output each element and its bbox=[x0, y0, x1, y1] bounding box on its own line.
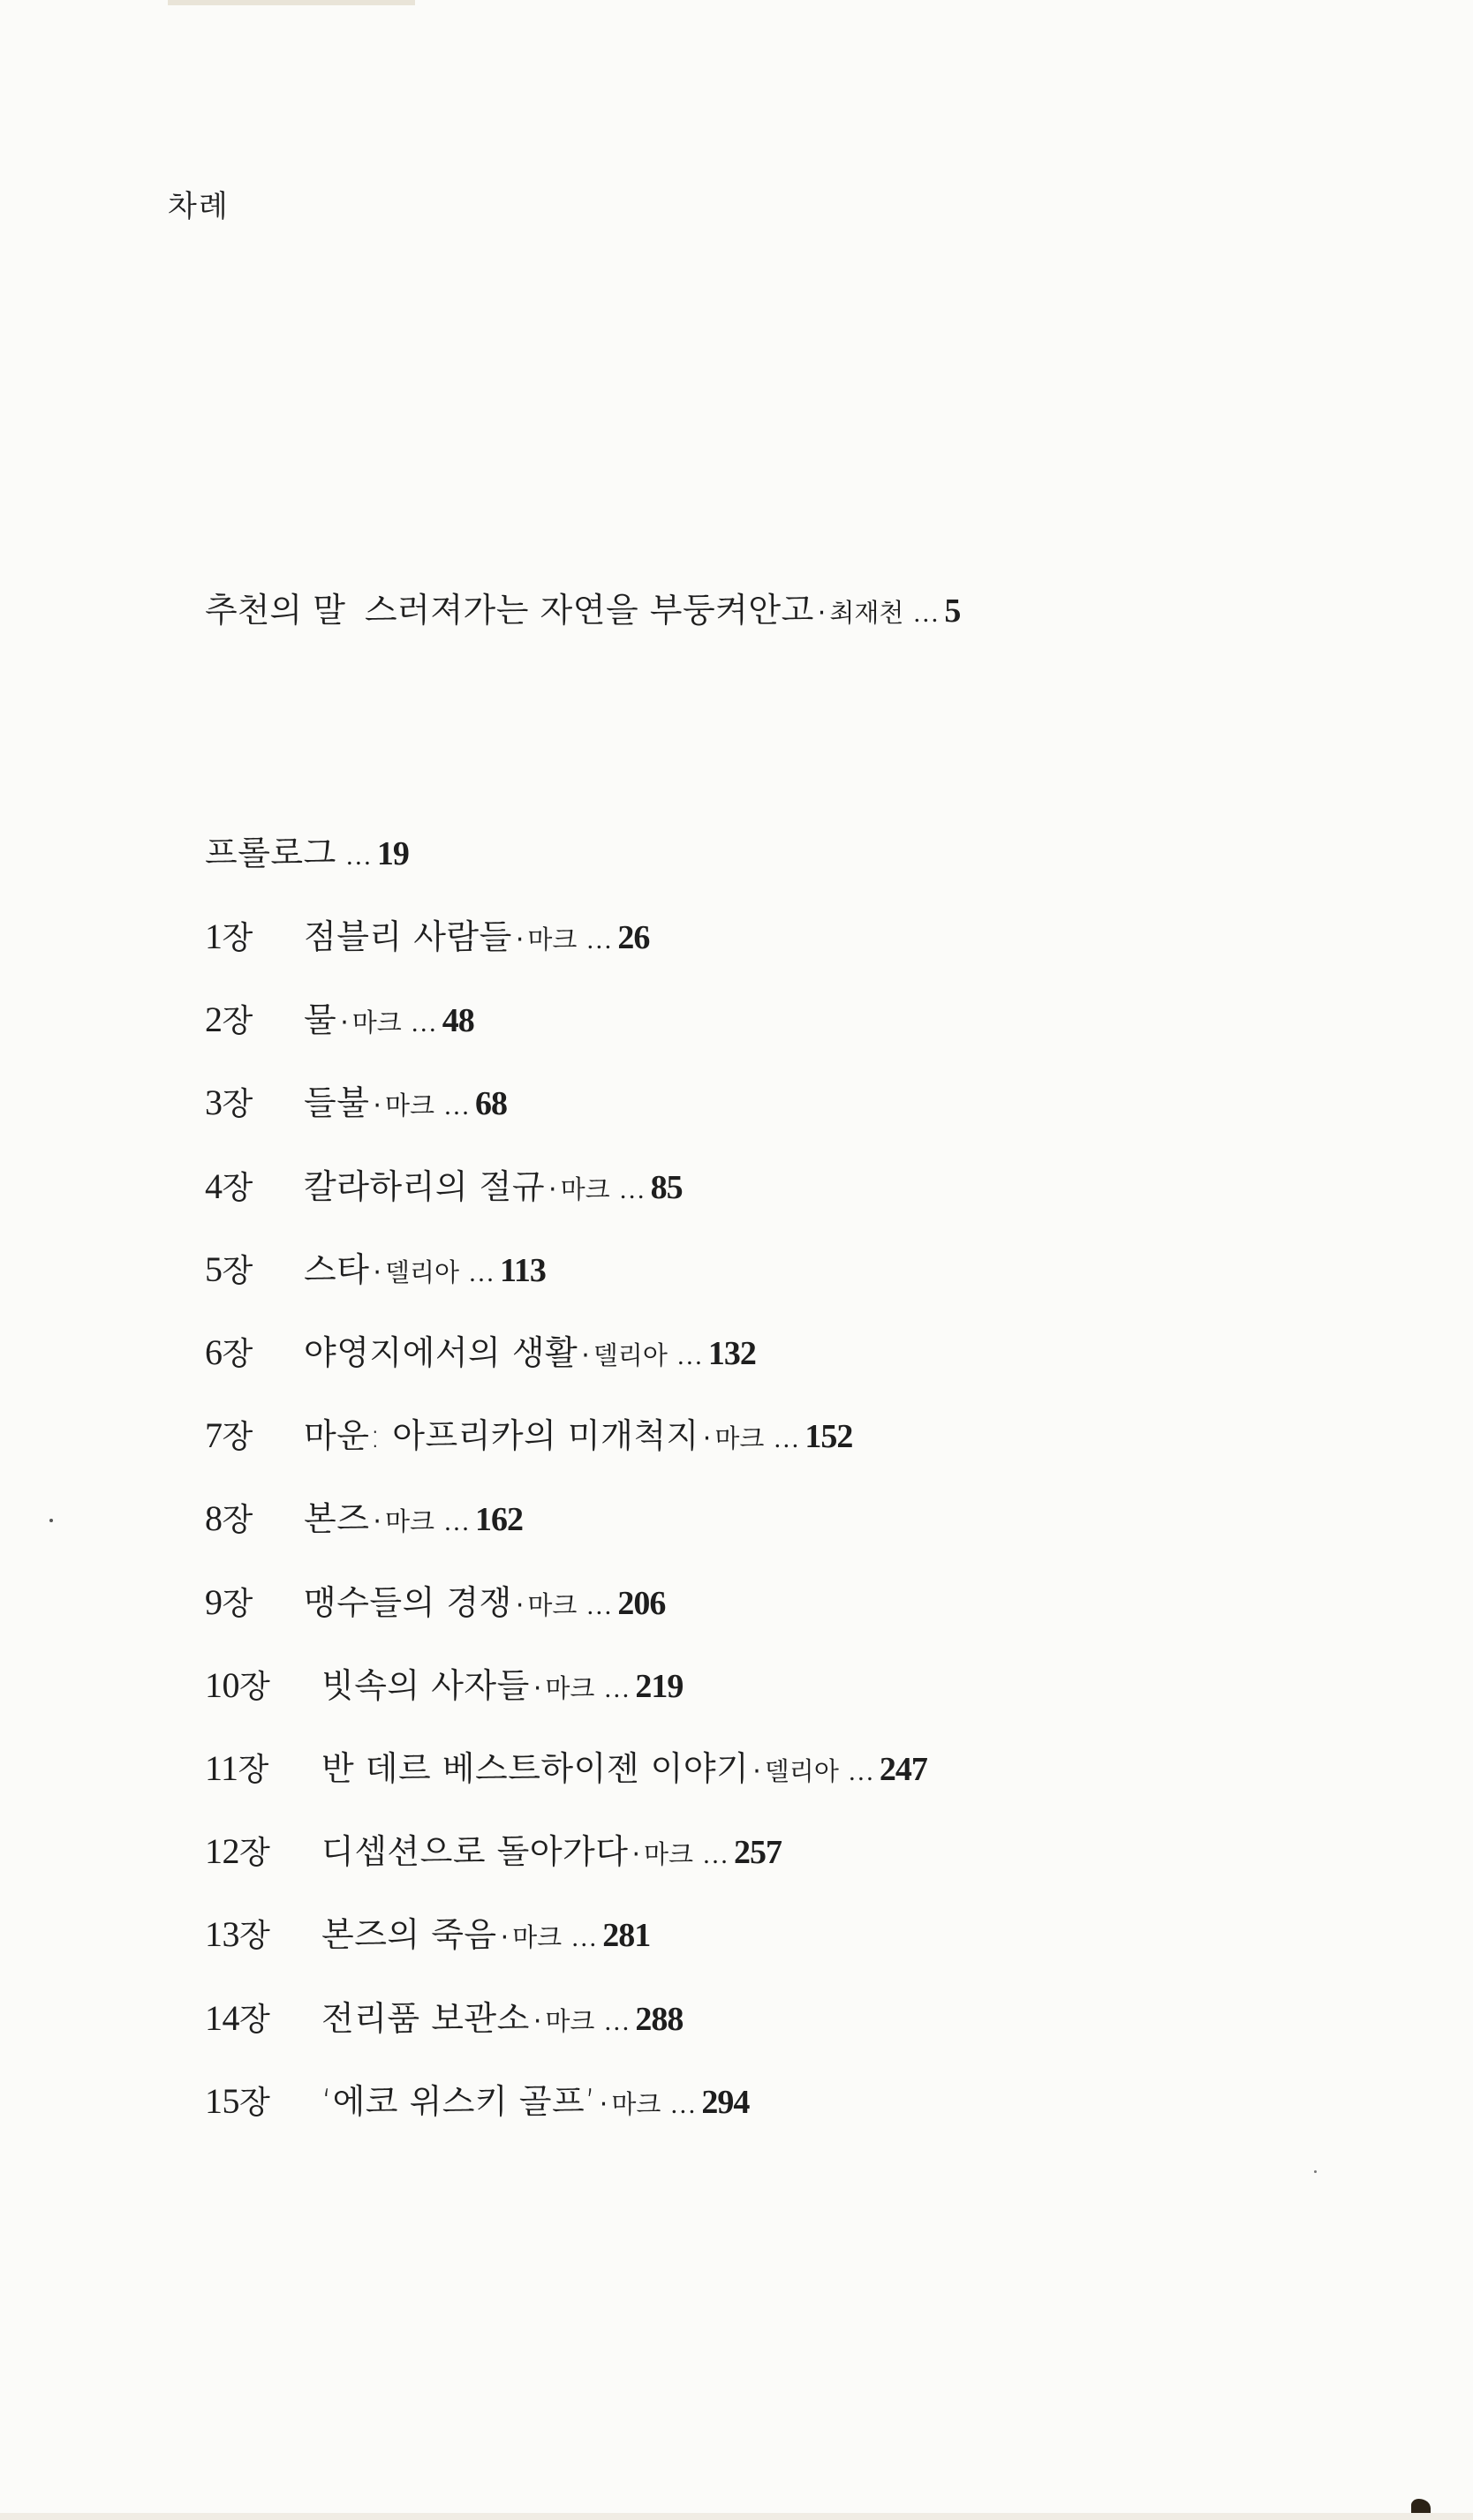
chapter-text bbox=[304, 909, 649, 958]
toc-entry-chapter[interactable] bbox=[205, 1575, 665, 1624]
entry-page-number: 247 bbox=[879, 1751, 927, 1788]
toc-entry-prologue[interactable] bbox=[205, 826, 409, 874]
chapter-number bbox=[205, 1495, 304, 1540]
chapter-number-digits: 12 bbox=[205, 1831, 239, 1872]
toc-entry-chapter[interactable] bbox=[205, 1075, 507, 1124]
chapter-number bbox=[205, 1163, 304, 1208]
chapter-title: 들불 bbox=[304, 1083, 370, 1123]
entry-dots: … bbox=[468, 1257, 494, 1287]
chapter-title: 마운: 아프리카의 미개척지 bbox=[304, 1416, 699, 1456]
chapter-number-unit: 장 bbox=[222, 1086, 253, 1123]
chapter-author: 마크 bbox=[351, 1007, 402, 1038]
chapter-text bbox=[304, 1491, 523, 1540]
chapter-author: 마크 bbox=[611, 2088, 661, 2119]
entry-separator: · bbox=[373, 1506, 381, 1538]
chapter-number-unit: 장 bbox=[222, 1585, 253, 1622]
chapter-number-unit: 장 bbox=[222, 1419, 253, 1456]
entry-separator: · bbox=[340, 1007, 349, 1039]
chapter-number-unit: 장 bbox=[239, 1835, 270, 1872]
toc-entry-chapter[interactable] bbox=[205, 1991, 683, 2040]
entry-separator: · bbox=[515, 924, 525, 955]
chapter-author: 마크 bbox=[714, 1423, 765, 1454]
chapter-number-digits: 11 bbox=[205, 1748, 238, 1788]
chapter-author: 마크 bbox=[644, 1839, 694, 1870]
entry-page-number: 206 bbox=[617, 1584, 666, 1622]
entry-page-number: 219 bbox=[635, 1667, 684, 1705]
entry-page-number: 281 bbox=[602, 1917, 651, 1955]
chapter-number-unit: 장 bbox=[222, 1252, 253, 1289]
chapter-text bbox=[304, 1159, 683, 1208]
toc-entry-chapter[interactable] bbox=[205, 992, 474, 1041]
entry-page-number: 19 bbox=[376, 835, 409, 872]
chapter-number-digits: 13 bbox=[205, 1914, 239, 1955]
entry-label: 추천의 말 bbox=[205, 591, 345, 630]
entry-dots: … bbox=[603, 2006, 629, 2036]
entry-page-number: 113 bbox=[500, 1251, 546, 1289]
chapter-number-unit: 장 bbox=[222, 1502, 253, 1539]
chapter-author: 마크 bbox=[560, 1173, 610, 1204]
toc-entry-chapter[interactable] bbox=[205, 1242, 546, 1291]
entry-dots: … bbox=[773, 1424, 798, 1454]
chapter-text bbox=[321, 2074, 749, 2123]
chapter-number bbox=[205, 913, 304, 958]
chapter-number-digits: 3 bbox=[205, 1083, 223, 1123]
entry-page-number: 132 bbox=[707, 1335, 756, 1372]
entry-dots: … bbox=[443, 1507, 468, 1537]
chapter-author: 마크 bbox=[527, 924, 578, 954]
entry-author: 최재천 bbox=[829, 598, 904, 628]
chapter-author: 델리아 bbox=[384, 1256, 460, 1287]
toc-entry-chapter[interactable] bbox=[205, 1408, 852, 1457]
chapter-author: 마크 bbox=[384, 1506, 434, 1537]
entry-separator: · bbox=[373, 1256, 381, 1288]
entry-dots: … bbox=[847, 1757, 872, 1786]
chapter-number-unit: 장 bbox=[222, 1003, 253, 1040]
entry-separator: · bbox=[631, 1839, 640, 1871]
chapter-number-unit: 장 bbox=[238, 1752, 268, 1788]
chapter-number-digits: 6 bbox=[205, 1332, 223, 1372]
entry-page-number: 5 bbox=[944, 592, 961, 630]
entry-page-number: 48 bbox=[442, 1002, 474, 1040]
chapter-title: 물 bbox=[304, 1000, 337, 1040]
chapter-text bbox=[304, 992, 474, 1041]
entry-separator: · bbox=[515, 1589, 525, 1621]
chapter-author: 마크 bbox=[527, 1589, 578, 1620]
chapter-number-unit: 장 bbox=[222, 1169, 253, 1206]
chapter-title: 디셉션으로 돌아가다 bbox=[321, 1832, 629, 1872]
entry-separator: · bbox=[581, 1340, 590, 1371]
chapter-number-digits: 4 bbox=[205, 1166, 223, 1206]
entry-separator: · bbox=[599, 2088, 608, 2120]
chapter-number bbox=[205, 1911, 321, 1956]
chapter-number bbox=[205, 1995, 321, 2040]
entry-dots: … bbox=[702, 1840, 728, 1870]
entry-dots: … bbox=[443, 1091, 468, 1121]
chapter-text bbox=[304, 1075, 507, 1124]
chapter-author: 델리아 bbox=[593, 1340, 668, 1370]
chapter-text bbox=[321, 1824, 782, 1873]
chapter-text bbox=[304, 1242, 546, 1291]
chapter-number bbox=[205, 996, 304, 1041]
entry-separator: · bbox=[373, 1090, 381, 1122]
entry-title: 프롤로그 bbox=[205, 834, 336, 872]
entry-dots: … bbox=[585, 925, 611, 954]
entry-dots: … bbox=[585, 1590, 611, 1620]
chapter-number-digits: 9 bbox=[205, 1581, 223, 1622]
entry-dots: … bbox=[676, 1341, 701, 1370]
page-title: 차례 bbox=[168, 189, 230, 224]
chapter-title: 전리품 보관소 bbox=[321, 1998, 530, 2038]
entry-dots: … bbox=[570, 1923, 596, 1953]
chapter-title: 본즈 bbox=[304, 1499, 370, 1539]
toc-entry-chapter[interactable] bbox=[205, 1491, 523, 1540]
toc-entry-chapter[interactable] bbox=[205, 1658, 683, 1707]
toc-entry-chapter[interactable] bbox=[205, 909, 649, 958]
chapter-number bbox=[205, 1412, 304, 1457]
chapter-text bbox=[321, 1991, 683, 2040]
chapter-number-unit: 장 bbox=[239, 2084, 270, 2121]
chapter-number-digits: 8 bbox=[205, 1498, 223, 1539]
entry-title: 스러져가는 자연을 부둥켜안고 bbox=[364, 591, 814, 630]
toc-entry-chapter[interactable] bbox=[205, 1741, 927, 1790]
chapter-number-digits: 10 bbox=[205, 1664, 239, 1705]
chapter-number-digits: 15 bbox=[205, 2080, 239, 2121]
entry-page-number: 68 bbox=[475, 1085, 507, 1123]
chapter-number bbox=[205, 1579, 304, 1624]
chapter-title: 맹수들의 경쟁 bbox=[304, 1582, 512, 1622]
chapter-author: 마크 bbox=[545, 1672, 595, 1703]
toc-entry-chapter[interactable] bbox=[205, 2074, 749, 2123]
chapter-text bbox=[304, 1575, 665, 1624]
chapter-number-unit: 장 bbox=[239, 1668, 270, 1705]
chapter-text bbox=[321, 1741, 927, 1790]
chapter-number-digits: 7 bbox=[205, 1415, 223, 1456]
entry-dots: … bbox=[618, 1174, 644, 1204]
chapter-title: 본즈의 죽음 bbox=[321, 1915, 497, 1955]
entry-separator: · bbox=[500, 1922, 510, 1954]
entry-dots: … bbox=[912, 599, 938, 628]
chapter-number-unit: 장 bbox=[239, 1918, 270, 1955]
entry-dots: … bbox=[669, 2089, 695, 2119]
entry-separator: · bbox=[817, 598, 827, 629]
chapter-number bbox=[205, 1662, 321, 1707]
chapter-number bbox=[205, 1745, 321, 1790]
entry-page-number: 85 bbox=[650, 1168, 683, 1206]
page-bottom-edge bbox=[0, 2513, 1473, 2520]
entry-page-number: 152 bbox=[804, 1418, 853, 1456]
chapter-text bbox=[304, 1325, 756, 1374]
chapter-title: 스타 bbox=[304, 1249, 370, 1289]
chapter-number-digits: 1 bbox=[205, 917, 223, 956]
entry-page-number: 288 bbox=[635, 2000, 684, 2038]
toc-entry-chapter[interactable] bbox=[205, 1325, 756, 1374]
entry-separator: · bbox=[533, 1672, 542, 1704]
dust-speck bbox=[1314, 2170, 1317, 2173]
chapter-number bbox=[205, 1079, 304, 1124]
entry-separator: · bbox=[752, 1756, 761, 1787]
entry-dots: … bbox=[603, 1673, 629, 1703]
chapter-author: 마크 bbox=[384, 1090, 434, 1121]
chapter-title: 점블리 사람들 bbox=[304, 917, 512, 956]
entry-separator: · bbox=[702, 1423, 712, 1455]
entry-page-number: 257 bbox=[734, 1834, 782, 1872]
chapter-number-unit: 장 bbox=[239, 2001, 270, 2038]
dust-speck bbox=[49, 1519, 53, 1522]
chapter-title: 야영지에서의 생활 bbox=[304, 1333, 578, 1372]
entry-separator: · bbox=[548, 1173, 557, 1205]
chapter-number bbox=[205, 1246, 304, 1291]
toc-entry-chapter[interactable] bbox=[205, 1159, 683, 1208]
entry-separator: · bbox=[533, 2005, 542, 2037]
chapter-title: 반 데르 베스트하이젠 이야기 bbox=[321, 1749, 750, 1788]
entry-dots: … bbox=[344, 841, 370, 871]
chapter-title: ‘에코 위스키 골프’ bbox=[321, 2081, 596, 2121]
chapter-number-unit: 장 bbox=[222, 920, 253, 956]
entry-page-number: 162 bbox=[475, 1501, 523, 1539]
chapter-number bbox=[205, 1329, 304, 1374]
entry-dots: … bbox=[410, 1008, 435, 1038]
chapter-author: 마크 bbox=[512, 1922, 563, 1953]
chapter-text bbox=[321, 1658, 683, 1707]
chapter-text bbox=[304, 1408, 852, 1457]
chapter-number-digits: 5 bbox=[205, 1249, 223, 1289]
chapter-number bbox=[205, 1828, 321, 1873]
chapter-author: 델리아 bbox=[764, 1756, 839, 1786]
toc-entry-chapter[interactable] bbox=[205, 1824, 782, 1873]
chapter-author: 마크 bbox=[545, 2005, 595, 2036]
chapter-number bbox=[205, 2078, 321, 2123]
chapter-title: 칼라하리의 절규 bbox=[304, 1166, 546, 1206]
page-top-edge bbox=[168, 0, 415, 5]
chapter-title: 빗속의 사자들 bbox=[321, 1665, 530, 1705]
entry-page-number: 26 bbox=[617, 919, 650, 956]
entry-page-number: 294 bbox=[701, 2083, 750, 2121]
chapter-number-unit: 장 bbox=[222, 1336, 253, 1372]
chapter-text bbox=[321, 1907, 650, 1956]
toc-entry-recommendation[interactable] bbox=[205, 583, 960, 631]
toc-entry-chapter[interactable] bbox=[205, 1907, 650, 1956]
chapter-number-digits: 2 bbox=[205, 1000, 223, 1040]
chapter-number-digits: 14 bbox=[205, 1997, 239, 2038]
